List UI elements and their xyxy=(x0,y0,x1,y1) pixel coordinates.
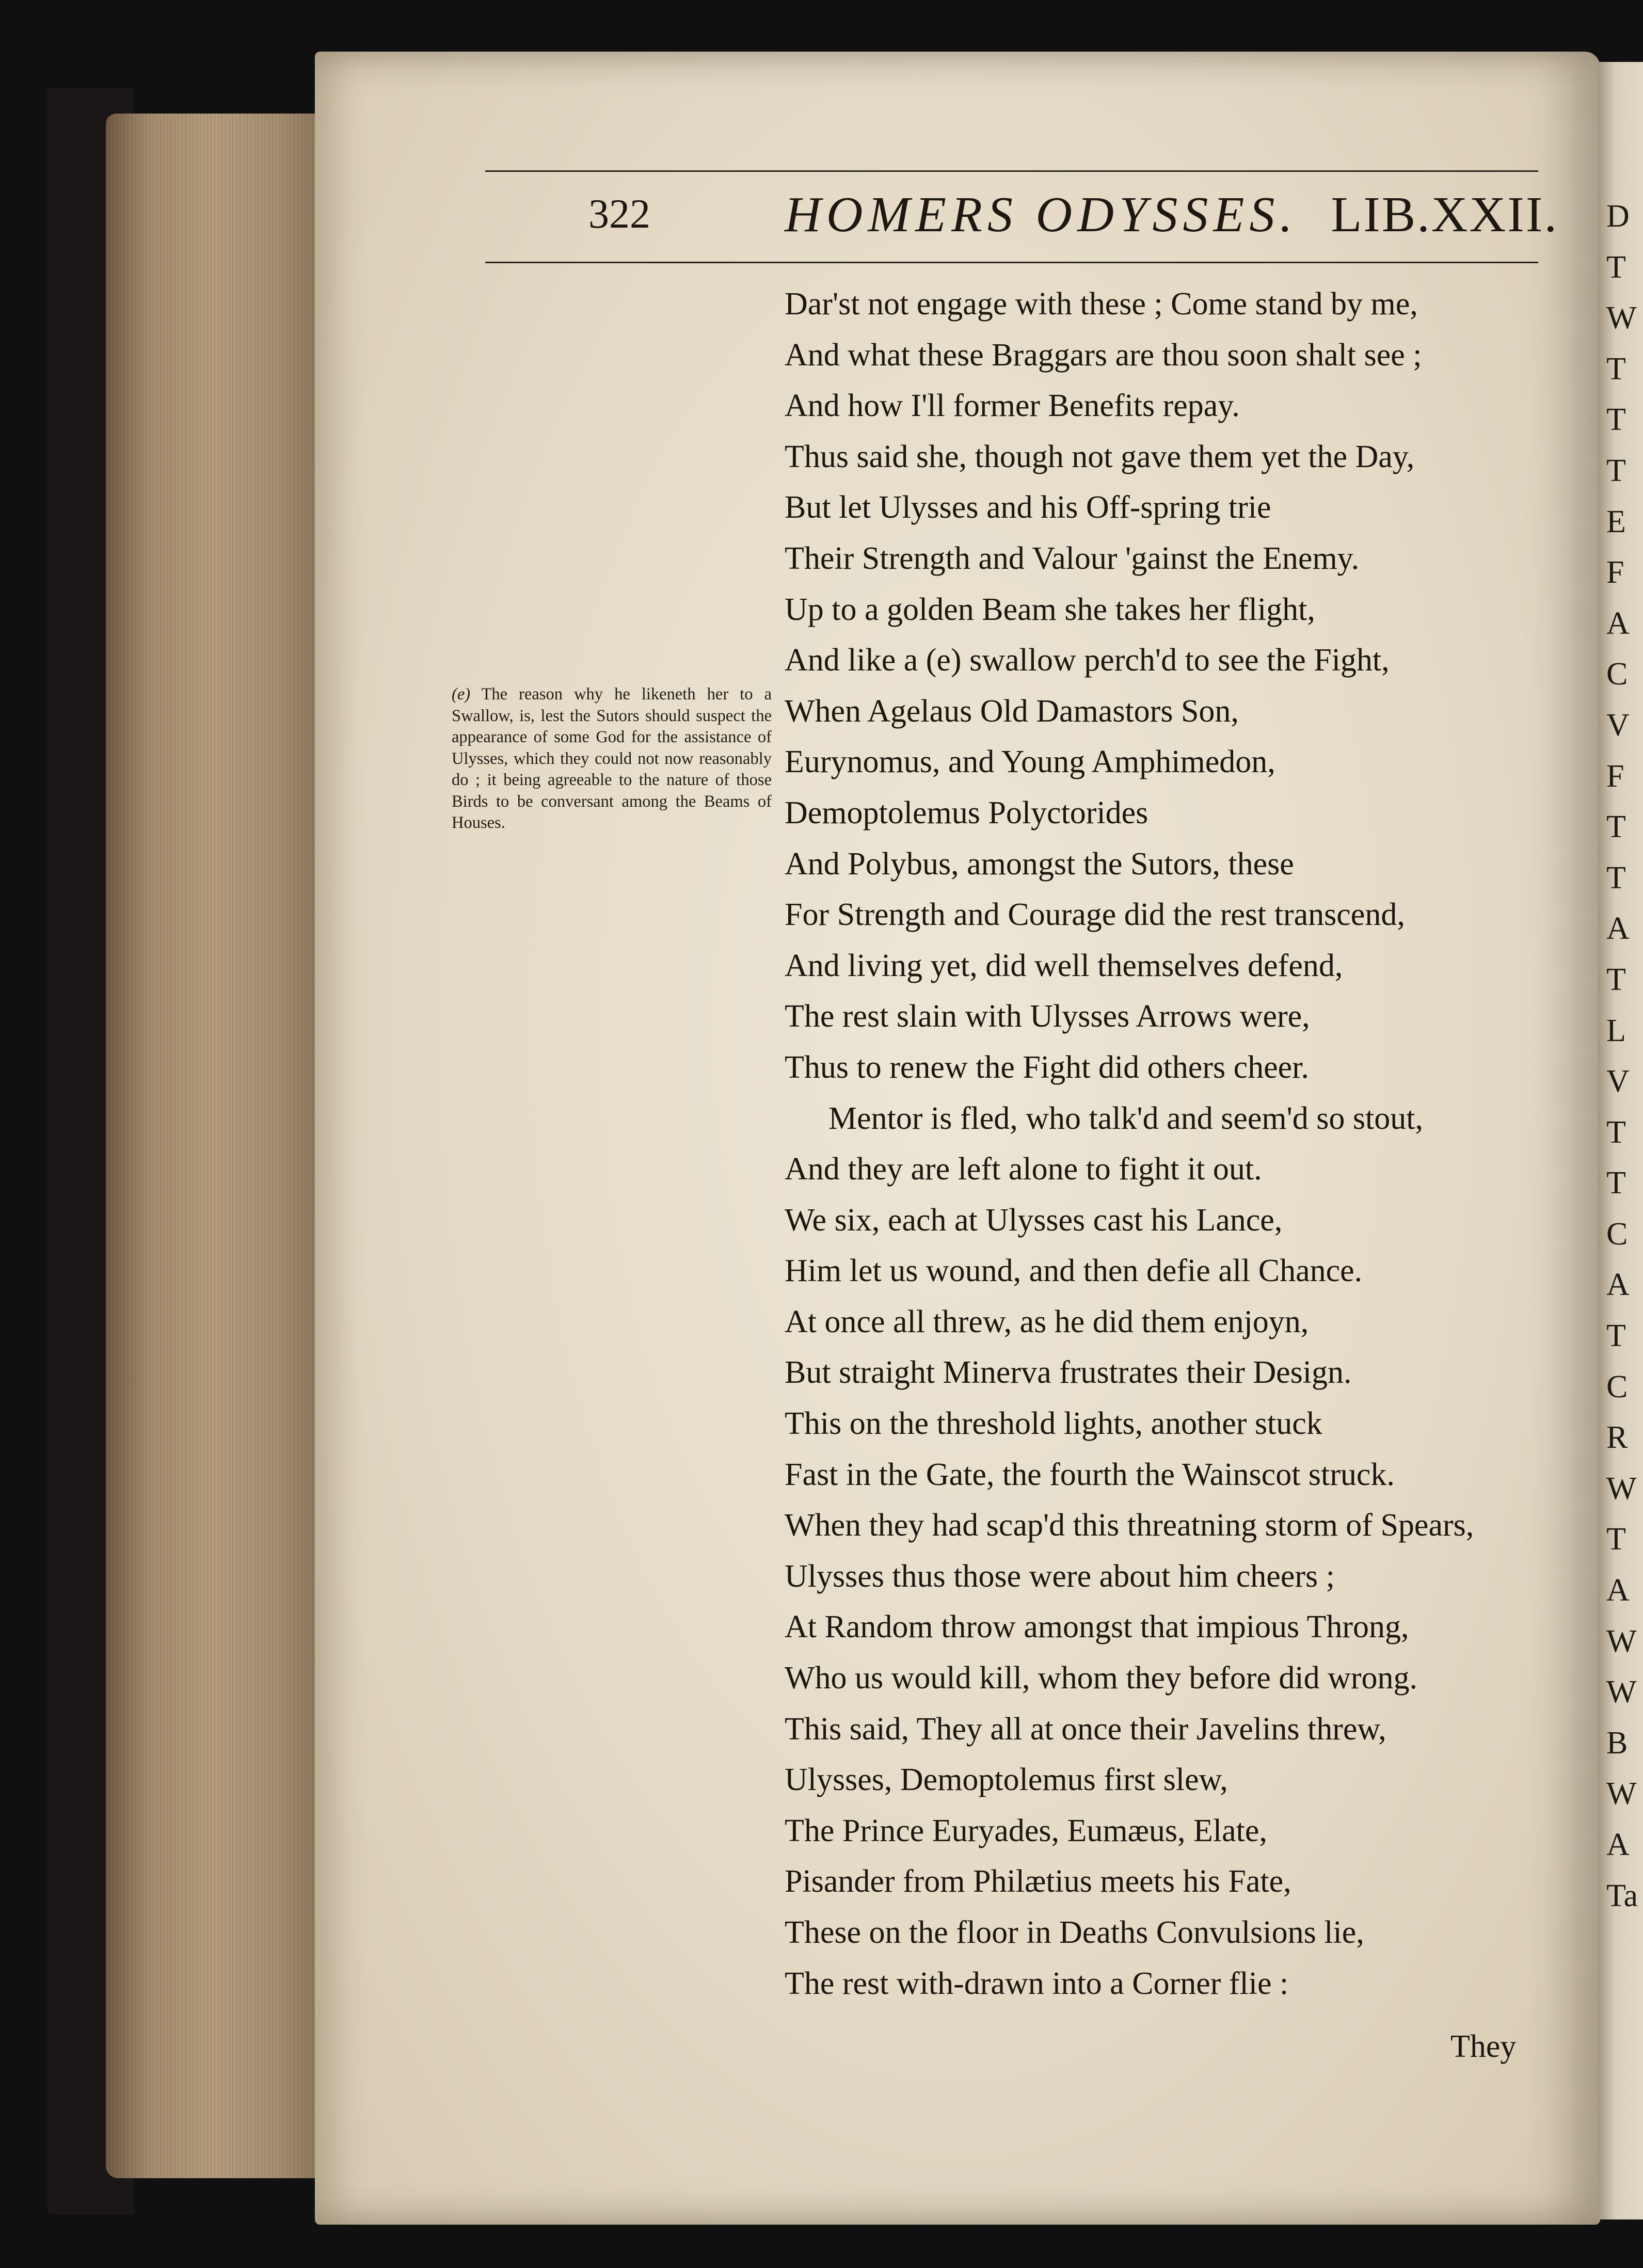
verse-line: And what these Braggars are thou soon shalt see ; xyxy=(785,337,1422,373)
facing-page-letter: D xyxy=(1606,199,1630,234)
page-stack-edge xyxy=(106,114,323,2178)
verse-line: Mentor is fled, who talk'd and seem'd so stout, xyxy=(828,1100,1423,1136)
verse-line: But straight Minerva frustrates their Design. xyxy=(785,1355,1352,1391)
facing-page-letter: C xyxy=(1606,1216,1628,1252)
book-number: LIB.XXII. xyxy=(1331,187,1559,243)
facing-page-letter: T xyxy=(1606,351,1626,387)
facing-page-letter: T xyxy=(1606,1522,1626,1557)
facing-page-letter: A xyxy=(1606,911,1630,947)
verse-line: These on the floor in Deaths Convulsions lie, xyxy=(785,1915,1364,1950)
running-head xyxy=(785,186,1558,244)
facing-page-letter: T xyxy=(1606,860,1626,896)
header-rule-top xyxy=(485,170,1538,172)
running-title: HOMERS ODYSSES. xyxy=(785,187,1298,243)
facing-page-letter: T xyxy=(1606,249,1626,285)
verse-line: When Agelaus Old Damastors Son, xyxy=(785,693,1239,729)
note-marker: (e) xyxy=(452,685,471,704)
facing-page-letter: B xyxy=(1606,1725,1628,1761)
verse-line: Demoptolemus Polyctorides xyxy=(785,795,1148,830)
facing-page-letter: A xyxy=(1606,605,1630,641)
verse-line: Eurynomus, and Young Amphimedon, xyxy=(785,744,1275,780)
facing-page-letter: T xyxy=(1606,453,1626,488)
verse-line: Pisander from Philætius meets his Fate, xyxy=(785,1864,1291,1899)
facing-page-letter: Ta xyxy=(1606,1878,1638,1913)
facing-page-letter: F xyxy=(1606,758,1624,794)
verse-line: And they are left alone to fight it out. xyxy=(785,1152,1262,1187)
verse-text xyxy=(785,279,1538,2009)
facing-page-letter: W xyxy=(1606,1471,1637,1506)
verse-line: Thus said she, though not gave them yet the Day, xyxy=(785,439,1415,474)
facing-page-letter: L xyxy=(1606,1013,1626,1048)
verse-line: Ulysses thus those were about him cheers ; xyxy=(785,1558,1335,1594)
facing-page-letter: E xyxy=(1606,504,1626,539)
facing-page-letter: T xyxy=(1606,1114,1626,1150)
verse-line: Up to a golden Beam she takes her flight, xyxy=(785,592,1315,627)
facing-page-letter: T xyxy=(1606,962,1626,997)
verse-line: Ulysses, Demoptolemus first slew, xyxy=(785,1762,1228,1798)
verse-line: This on the threshold lights, another stuck xyxy=(785,1406,1322,1442)
header-rule-bottom xyxy=(485,262,1538,263)
verse-line: And like a (e) swallow perch'd to see the Fight, xyxy=(785,643,1390,678)
verse-line: The Prince Euryades, Eumæus, Elate, xyxy=(785,1813,1267,1848)
facing-page-letter: R xyxy=(1606,1420,1628,1456)
facing-page-letter: F xyxy=(1606,555,1624,590)
facing-page-letters xyxy=(1606,191,1643,1921)
verse-line: For Strength and Courage did the rest transcend, xyxy=(785,897,1405,933)
verse-line: Who us would kill, whom they before did wrong. xyxy=(785,1660,1418,1696)
verse-line: At once all threw, as he did them enjoyn, xyxy=(785,1304,1309,1339)
side-note xyxy=(452,684,772,834)
verse-line: Dar'st not engage with these ; Come stand by me, xyxy=(785,286,1418,322)
verse-line: Fast in the Gate, the fourth the Wainscot struck. xyxy=(785,1457,1395,1492)
note-text: The reason why he likeneth her to a Swallow, is, lest the Sutors should suspect the appearance of some God for the assistance of Ulysses, which they could not now reasonably do ; it being agreeable to the nature of those Birds to be conversant among the Beams of Houses. xyxy=(452,685,772,832)
facing-page-letter: A xyxy=(1606,1267,1630,1303)
facing-page-letter: C xyxy=(1606,657,1628,692)
facing-page-letter: C xyxy=(1606,1369,1628,1404)
facing-page-letter: V xyxy=(1606,707,1630,743)
verse-line: Thus to renew the Fight did others cheer. xyxy=(785,1049,1309,1085)
verse-line: But let Ulysses and his Off-spring trie xyxy=(785,490,1271,525)
verse-line: And living yet, did well themselves defend, xyxy=(785,948,1343,983)
facing-page-letter: T xyxy=(1606,402,1626,438)
facing-page-letter: W xyxy=(1606,1674,1637,1710)
verse-line: And Polybus, amongst the Sutors, these xyxy=(785,846,1294,882)
facing-page-letter: T xyxy=(1606,1318,1626,1354)
verse-line: Their Strength and Valour 'gainst the Enemy. xyxy=(785,540,1360,576)
facing-page-letter: A xyxy=(1606,1827,1630,1862)
facing-page-letter: W xyxy=(1606,1623,1637,1659)
verse-line: At Random throw amongst that impious Throng, xyxy=(785,1609,1409,1645)
verse-line: This said, They all at once their Javelins threw, xyxy=(785,1711,1386,1747)
verse-line: When they had scap'd this threatning storm of Spears, xyxy=(785,1508,1474,1543)
verse-line: We six, each at Ulysses cast his Lance, xyxy=(785,1202,1283,1238)
verse-line: Him let us wound, and then defie all Chance. xyxy=(785,1253,1363,1289)
facing-page-letter: V xyxy=(1606,1064,1630,1099)
facing-page-letter: W xyxy=(1606,300,1637,336)
verse-line: And how I'll former Benefits repay. xyxy=(785,388,1240,424)
facing-page-letter: T xyxy=(1606,809,1626,845)
page-number: 322 xyxy=(588,191,650,237)
verse-line: The rest slain with Ulysses Arrows were, xyxy=(785,999,1310,1034)
catchword: They xyxy=(1450,2029,1517,2064)
facing-page-letter: W xyxy=(1606,1776,1637,1812)
facing-page-letter: A xyxy=(1606,1573,1630,1608)
facing-page-letter: T xyxy=(1606,1165,1626,1201)
verse-line: The rest with-drawn into a Corner flie : xyxy=(785,1966,1289,2001)
